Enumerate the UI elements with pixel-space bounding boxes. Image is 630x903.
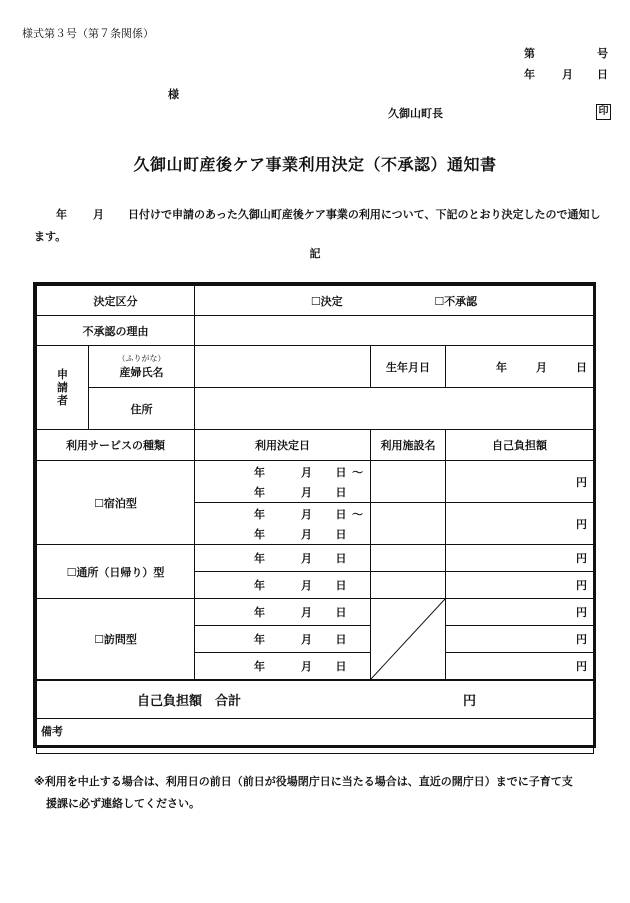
service-stay-checkbox[interactable]: ☐宿泊型: [37, 461, 195, 545]
col-cost-header: 自己負担額: [446, 430, 594, 461]
date-year-label: 年: [524, 68, 535, 81]
total-row[interactable]: [37, 680, 594, 718]
name-kana-label: （ふりがな）: [117, 353, 166, 363]
footer-note-line1: ※利用を中止する場合は、利用日の前日（前日が役場閉庁日に当たる場合は、直近の開庁日）までに子育て支: [34, 775, 573, 788]
visit-facility-na: [371, 599, 446, 681]
stay-date-range-2[interactable]: 年 月 日 〜 年 月 日: [195, 503, 371, 545]
ki-heading: 記: [309, 247, 321, 260]
decision-label: 決定区分: [37, 286, 195, 316]
body-paragraph: [34, 204, 609, 248]
document-title: 久御山町産後ケア事業利用決定（不承認）通知書: [133, 155, 497, 174]
day-cost-1[interactable]: 円: [446, 545, 594, 572]
visit-cost-3[interactable]: 円: [446, 653, 594, 681]
day-date-1[interactable]: 年 月 日: [195, 545, 371, 572]
day-facility-2[interactable]: [371, 572, 446, 599]
name-field[interactable]: [195, 346, 371, 388]
visit-cost-1[interactable]: 円: [446, 599, 594, 626]
footer-note-line2: 援課に必ず連絡してください。: [46, 797, 200, 810]
decision-options: [195, 286, 594, 316]
body-month: 月: [93, 208, 104, 221]
total-label: 自己負担額 合計: [137, 693, 242, 709]
visit-date-2[interactable]: 年 月 日: [195, 626, 371, 653]
name-label-cell: [89, 346, 195, 388]
birth-year: 年: [496, 360, 507, 374]
body-year: 年: [56, 208, 67, 221]
day-facility-1[interactable]: [371, 545, 446, 572]
doc-no-label: 第: [524, 47, 535, 60]
body-text: 日付けで申請のあった久御山町産後ケア事業の利用について、下記のとおり決定したので通知します。: [34, 208, 601, 243]
rejection-reason-field[interactable]: [195, 316, 594, 346]
date-month-label: 月: [562, 68, 573, 81]
stay-cost-1[interactable]: 円: [446, 461, 594, 503]
addressee-suffix: 様: [168, 88, 179, 101]
visit-date-1[interactable]: 年 月 日: [195, 599, 371, 626]
name-label: 産婦氏名: [119, 365, 164, 379]
remarks-cell[interactable]: [37, 718, 594, 753]
seal-mark: 印: [596, 104, 611, 120]
remarks-label: 備考: [41, 724, 63, 738]
col-facility-header: 利用施設名: [371, 430, 446, 461]
diagonal-slash: [371, 599, 445, 679]
birth-day: 日: [576, 360, 587, 374]
day-date-2[interactable]: 年 月 日: [195, 572, 371, 599]
applicant-label: 申請者: [37, 346, 89, 430]
issuer-name: 久御山町長: [388, 107, 443, 120]
col-service-header: 利用サービスの種類: [37, 430, 195, 461]
address-field[interactable]: [195, 388, 594, 430]
col-date-header: 利用決定日: [195, 430, 371, 461]
visit-date-3[interactable]: 年 月 日: [195, 653, 371, 681]
date-day-label: 日: [597, 68, 608, 81]
service-day-checkbox[interactable]: ☐通所（日帰り）型: [37, 545, 195, 599]
visit-cost-2[interactable]: 円: [446, 626, 594, 653]
decision-table: [36, 285, 594, 754]
day-cost-2[interactable]: 円: [446, 572, 594, 599]
option-reject-checkbox[interactable]: ☐不承認: [434, 294, 478, 308]
stay-date-range-1[interactable]: 年 月 日 〜 年 月 日: [195, 461, 371, 503]
stay-cost-2[interactable]: 円: [446, 503, 594, 545]
form-number: 様式第３号（第７条関係）: [22, 27, 154, 40]
option-approve-checkbox[interactable]: ☐決定: [310, 294, 343, 308]
address-label: 住所: [89, 388, 195, 430]
birthdate-field[interactable]: [446, 346, 594, 388]
footer-note: [34, 771, 609, 815]
doc-no-suffix: 号: [597, 47, 608, 60]
stay-facility-1[interactable]: [371, 461, 446, 503]
total-yen: 円: [463, 693, 477, 709]
birthdate-label: 生年月日: [371, 346, 446, 388]
service-visit-checkbox[interactable]: ☐訪問型: [37, 599, 195, 681]
stay-facility-2[interactable]: [371, 503, 446, 545]
rejection-reason-label: 不承認の理由: [37, 316, 195, 346]
birth-month: 月: [536, 360, 547, 374]
